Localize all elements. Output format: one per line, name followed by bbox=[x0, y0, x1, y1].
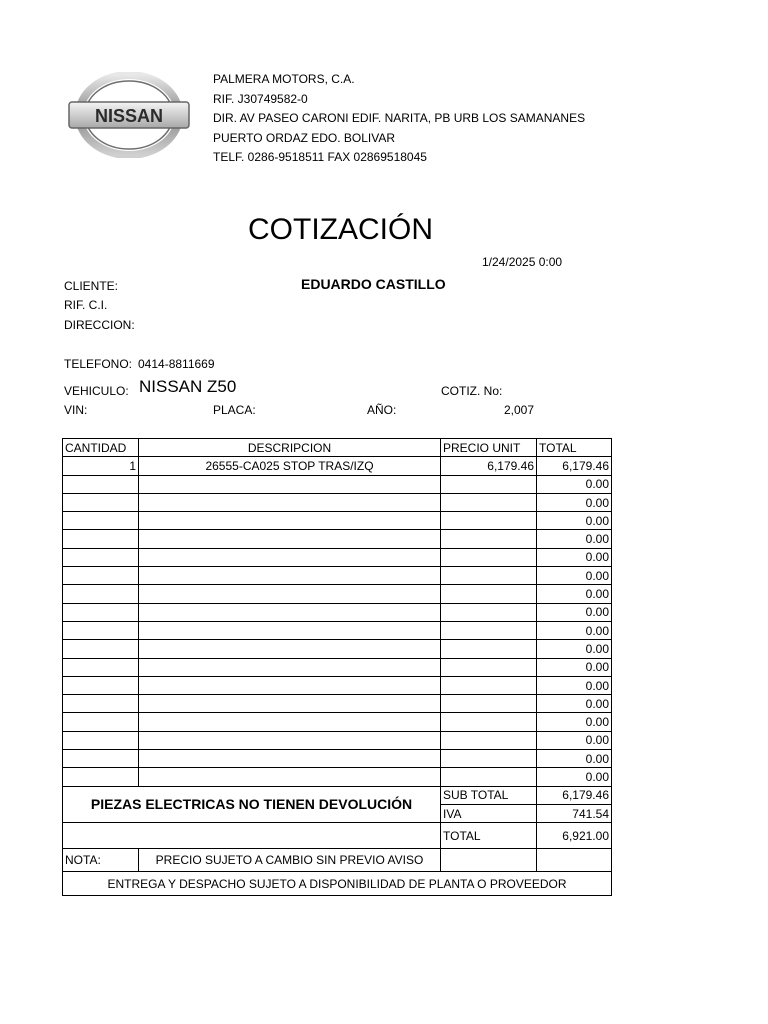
cell-total: 0.00 bbox=[537, 750, 612, 768]
rif-label: RIF. C.I. bbox=[64, 298, 108, 312]
table-row bbox=[63, 695, 612, 713]
cell-precio-unit bbox=[441, 475, 537, 493]
company-info bbox=[213, 72, 585, 170]
subtotal-value: 6,179.46 bbox=[537, 786, 612, 804]
vehicle-model: NISSAN Z50 bbox=[139, 377, 237, 396]
cell-descripcion bbox=[139, 548, 441, 566]
cell-precio-unit bbox=[441, 713, 537, 731]
company-city: PUERTO ORDAZ EDO. BOLIVAR bbox=[213, 130, 396, 145]
cotiz-label: COTIZ. No: bbox=[441, 384, 503, 398]
cell-total: 0.00 bbox=[537, 493, 612, 511]
items-table bbox=[62, 438, 612, 896]
cell-precio-unit bbox=[441, 567, 537, 585]
cell-precio-unit bbox=[441, 768, 537, 786]
nota-row bbox=[63, 849, 612, 872]
nota-label: NOTA: bbox=[63, 849, 139, 872]
cell-descripcion bbox=[139, 621, 441, 639]
cell-total: 0.00 bbox=[537, 676, 612, 694]
cell-precio-unit bbox=[441, 658, 537, 676]
cell-cantidad bbox=[63, 603, 139, 621]
cell-cantidad bbox=[63, 731, 139, 749]
cell-total: 0.00 bbox=[537, 731, 612, 749]
delivery-row bbox=[63, 872, 612, 896]
cell-cantidad bbox=[63, 750, 139, 768]
company-name: PALMERA MOTORS, C.A. bbox=[213, 72, 355, 86]
cell-cantidad bbox=[63, 512, 139, 530]
company-rif: RIF. J30749582-0 bbox=[213, 91, 308, 106]
cell-cantidad bbox=[63, 585, 139, 603]
cell-descripcion bbox=[139, 695, 441, 713]
table-row bbox=[63, 548, 612, 566]
nota-text: PRECIO SUJETO A CAMBIO SIN PREVIO AVISO bbox=[139, 849, 441, 872]
cell-total: 0.00 bbox=[537, 768, 612, 786]
cell-cantidad bbox=[63, 713, 139, 731]
table-row bbox=[63, 621, 612, 639]
company-phones: TELF. 0286-9518511 FAX 02869518045 bbox=[213, 150, 427, 164]
cell-precio-unit bbox=[441, 731, 537, 749]
total-spacer bbox=[63, 823, 441, 849]
table-header-row bbox=[63, 439, 612, 457]
table-row bbox=[63, 512, 612, 530]
subtotal-row bbox=[63, 786, 612, 804]
cell-cantidad bbox=[63, 548, 139, 566]
cell-cantidad bbox=[63, 658, 139, 676]
cell-cantidad bbox=[63, 768, 139, 786]
cell-descripcion bbox=[139, 585, 441, 603]
direccion-label: DIRECCION: bbox=[64, 318, 135, 332]
cell-precio-unit bbox=[441, 695, 537, 713]
cell-cantidad bbox=[63, 530, 139, 548]
ano-value: 2,007 bbox=[504, 403, 535, 417]
cell-precio-unit bbox=[441, 640, 537, 658]
table-row bbox=[63, 676, 612, 694]
document-title: COTIZACIÓN bbox=[248, 213, 433, 246]
cell-precio-unit bbox=[441, 750, 537, 768]
header-descripcion: DESCRIPCION bbox=[139, 439, 441, 457]
header-total: TOTAL bbox=[537, 439, 612, 457]
cell-descripcion bbox=[139, 731, 441, 749]
header-cantidad: CANTIDAD bbox=[63, 439, 139, 457]
table-row bbox=[63, 768, 612, 786]
cell-cantidad: 1 bbox=[63, 457, 139, 475]
cell-cantidad bbox=[63, 567, 139, 585]
cell-total: 0.00 bbox=[537, 530, 612, 548]
table-row bbox=[63, 585, 612, 603]
cell-descripcion bbox=[139, 530, 441, 548]
cell-precio-unit: 6,179.46 bbox=[441, 457, 537, 475]
table-row bbox=[63, 567, 612, 585]
cell-precio-unit bbox=[441, 585, 537, 603]
cell-total: 0.00 bbox=[537, 512, 612, 530]
table-row bbox=[63, 713, 612, 731]
cell-total: 0.00 bbox=[537, 640, 612, 658]
cell-descripcion bbox=[139, 567, 441, 585]
cell-total: 6,179.46 bbox=[537, 457, 612, 475]
cell-precio-unit bbox=[441, 512, 537, 530]
cell-descripcion bbox=[139, 603, 441, 621]
cell-cantidad bbox=[63, 475, 139, 493]
table-row bbox=[63, 603, 612, 621]
total-label: TOTAL bbox=[441, 823, 537, 849]
cell-total: 0.00 bbox=[537, 475, 612, 493]
company-address: DIR. AV PASEO CARONI EDIF. NARITA, PB URB LOS SAMANANES bbox=[213, 111, 586, 125]
table-row bbox=[63, 457, 612, 475]
logo-text: NISSAN bbox=[94, 106, 164, 126]
cell-descripcion bbox=[139, 475, 441, 493]
cell-precio-unit bbox=[441, 621, 537, 639]
cell-total: 0.00 bbox=[537, 567, 612, 585]
header-precio-unit: PRECIO UNIT bbox=[441, 439, 537, 457]
vehiculo-label: VEHICULO: bbox=[64, 384, 129, 398]
table-row bbox=[63, 475, 612, 493]
ano-label: AÑO: bbox=[367, 403, 397, 417]
cell-descripcion bbox=[139, 676, 441, 694]
iva-value: 741.54 bbox=[537, 804, 612, 822]
table-row bbox=[63, 530, 612, 548]
cell-total: 0.00 bbox=[537, 621, 612, 639]
cell-descripcion bbox=[139, 768, 441, 786]
cell-descripcion bbox=[139, 493, 441, 511]
cell-descripcion bbox=[139, 658, 441, 676]
nota-empty-2 bbox=[537, 849, 612, 872]
cell-precio-unit bbox=[441, 676, 537, 694]
delivery-text: ENTREGA Y DESPACHO SUJETO A DISPONIBILIDAD DE PLANTA O PROVEEDOR bbox=[63, 872, 612, 896]
cell-cantidad bbox=[63, 676, 139, 694]
cell-descripcion bbox=[139, 713, 441, 731]
nota-empty-1 bbox=[441, 849, 537, 872]
cell-total: 0.00 bbox=[537, 603, 612, 621]
placa-label: PLACA: bbox=[213, 403, 256, 417]
table-row bbox=[63, 658, 612, 676]
cell-precio-unit bbox=[441, 530, 537, 548]
cell-cantidad bbox=[63, 640, 139, 658]
cell-total: 0.00 bbox=[537, 548, 612, 566]
document-date: 1/24/2025 0:00 bbox=[482, 255, 563, 269]
telefono-label: TELEFONO: bbox=[64, 357, 133, 371]
cell-descripcion: 26555-CA025 STOP TRAS/IZQ bbox=[139, 457, 441, 475]
cell-total: 0.00 bbox=[537, 695, 612, 713]
table-row bbox=[63, 493, 612, 511]
cell-descripcion bbox=[139, 750, 441, 768]
cell-total: 0.00 bbox=[537, 658, 612, 676]
iva-label: IVA bbox=[441, 804, 537, 822]
cell-precio-unit bbox=[441, 493, 537, 511]
table-row bbox=[63, 731, 612, 749]
total-row bbox=[63, 823, 612, 849]
cell-cantidad bbox=[63, 695, 139, 713]
cell-descripcion bbox=[139, 512, 441, 530]
client-label: CLIENTE: bbox=[64, 279, 119, 293]
total-value: 6,921.00 bbox=[537, 823, 612, 849]
nissan-logo bbox=[68, 72, 190, 158]
no-return-notice: PIEZAS ELECTRICAS NO TIENEN DEVOLUCIÓN bbox=[63, 786, 441, 823]
cell-cantidad bbox=[63, 493, 139, 511]
table-row bbox=[63, 750, 612, 768]
cell-precio-unit bbox=[441, 548, 537, 566]
table-row bbox=[63, 640, 612, 658]
telefono-value: 0414-8811669 bbox=[138, 357, 215, 371]
cell-cantidad bbox=[63, 621, 139, 639]
cell-total: 0.00 bbox=[537, 713, 612, 731]
cell-precio-unit bbox=[441, 603, 537, 621]
item-rows bbox=[63, 457, 612, 786]
cell-descripcion bbox=[139, 640, 441, 658]
client-name: EDUARDO CASTILLO bbox=[301, 276, 446, 292]
vin-label: VIN: bbox=[64, 403, 88, 417]
subtotal-label: SUB TOTAL bbox=[441, 786, 537, 804]
cell-total: 0.00 bbox=[537, 585, 612, 603]
